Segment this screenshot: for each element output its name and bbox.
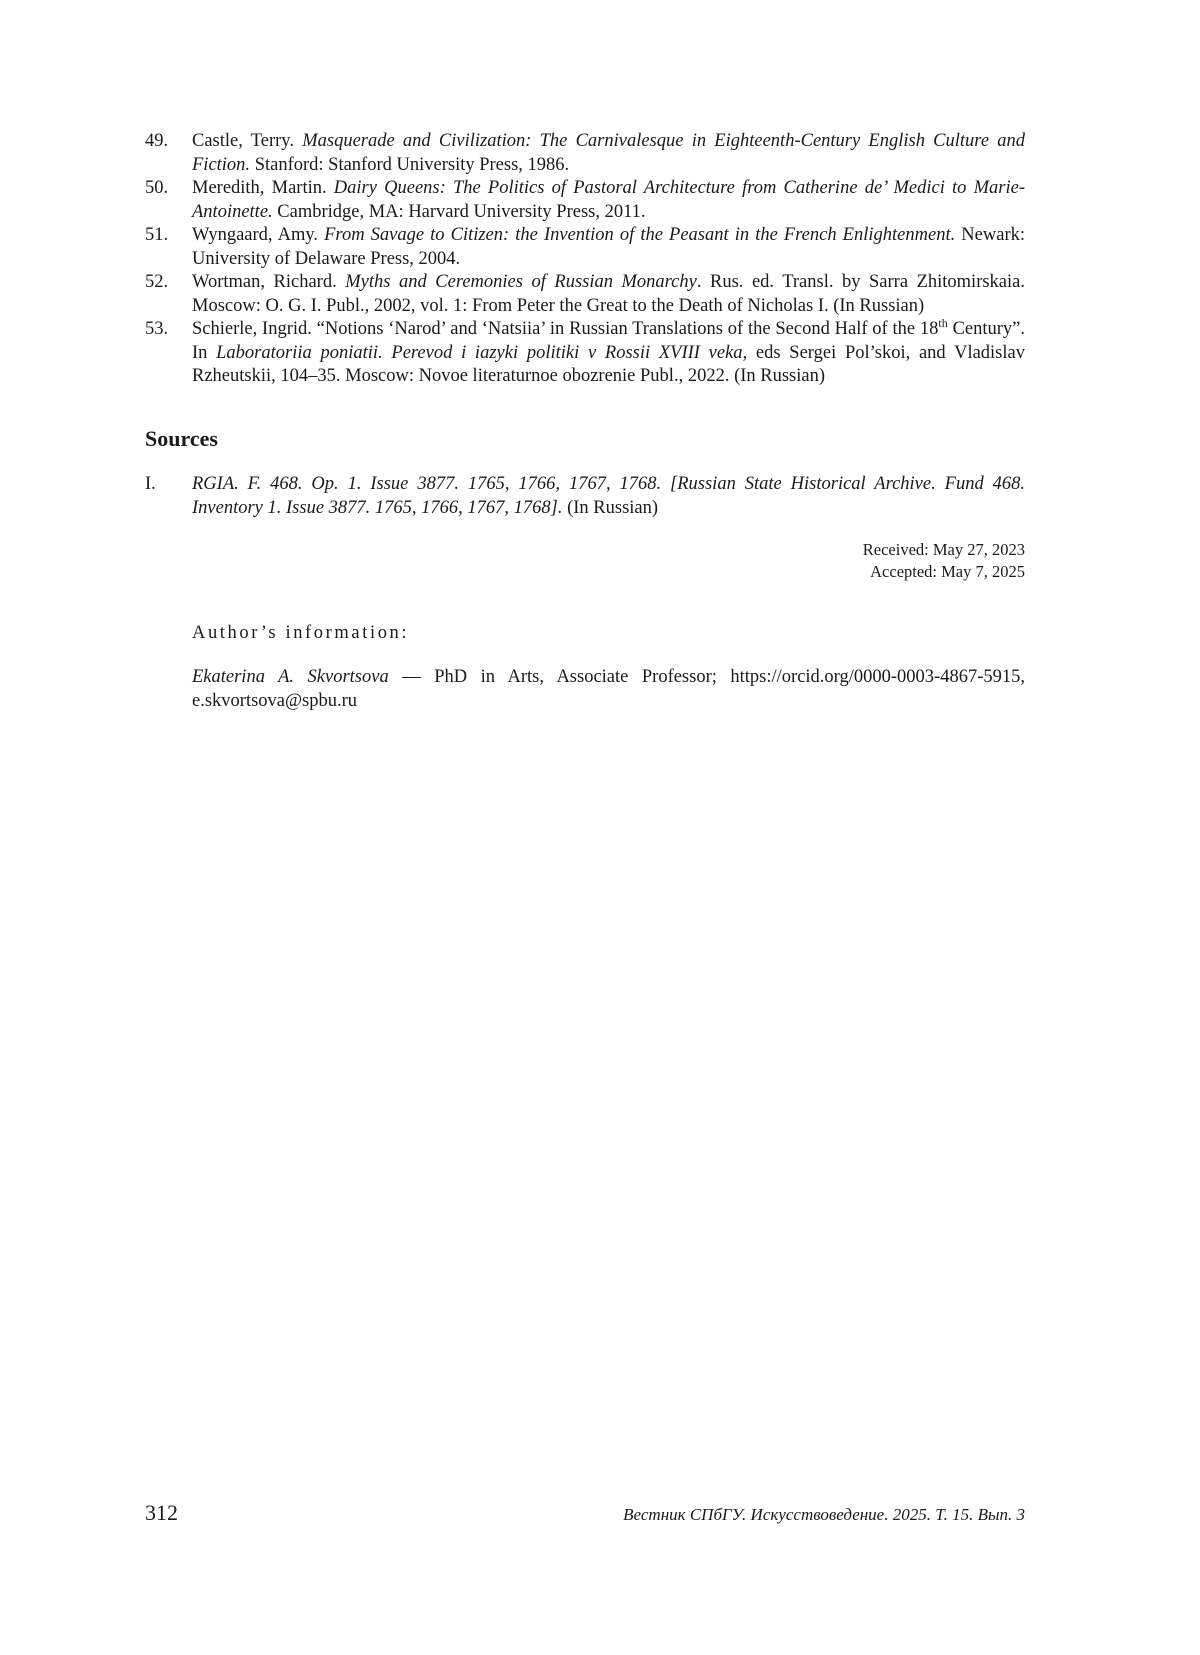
source-number: I. — [145, 474, 156, 494]
reference-text: Schierle, Ingrid. “Notions ‘Narod’ and ‘Natsiia’ in Russian Translations of the Second Half of the 18th Century”. In Laboratoriia poniatii. Perevod i iazyki politiki v Rossii XVIII veka, eds Sergei Pol’skoi, and Vladislav Rzheutskii, 104–35. Moscow: Novoe literaturnoe obozrenie Publ., 2022. (In Russian) — [192, 315, 1026, 386]
reference-item — [145, 130, 1025, 177]
reference-number: 49. — [145, 131, 169, 151]
reference-item — [145, 315, 1026, 389]
source-item — [145, 473, 1025, 520]
reference-item — [145, 177, 1025, 224]
author-info-heading: Author’s information: — [192, 623, 410, 643]
reference-title: Myths and Ceremonies of Russian Monarchy — [345, 272, 697, 292]
accepted-date: Accepted: May 7, 2025 — [870, 562, 1025, 581]
reference-list — [145, 130, 1025, 389]
reference-number: 50. — [145, 178, 169, 198]
author-name: Ekaterina A. Skvortsova — [192, 667, 389, 687]
reference-text: Castle, Terry. Masquerade and Civilization: The Carnivalesque in Eighteenth-Century English Culture and Fiction. Stanford: Stanford University Press, 1986. — [192, 131, 1025, 175]
reference-item — [145, 224, 1025, 271]
reference-number: 51. — [145, 225, 169, 245]
author-details: — PhD in Arts, Associate Professor; https://orcid.org/0000-0003-4867-5915, e.skvortsova@spbu.ru — [192, 667, 1025, 711]
received-date: Received: May 27, 2023 — [862, 540, 1025, 559]
reference-title: Masquerade and Civilization: The Carnivalesque in Eighteenth-Century English Culture and Fiction. — [192, 131, 1025, 175]
article-dates — [863, 539, 1025, 583]
reference-text: Wortman, Richard. Myths and Ceremonies of Russian Monarchy. Rus. ed. Transl. by Sarra Zhitomirskaia. Moscow: O. G. I. Publ., 2002, vol. 1: From Peter the Great to the Death of Nicholas I. (In Russian) — [192, 272, 1025, 316]
author-info — [192, 666, 1025, 713]
reference-title: Laboratoriia poniatii. Perevod i iazyki politiki v Rossii XVIII veka — [216, 342, 743, 363]
source-text: RGIA. F. 468. Op. 1. Issue 3877. 1765, 1766, 1767, 1768. [Russian State Historical Archive. Fund 468. Inventory 1. Issue 3877. 1765, 1766, 1767, 1768]. (In Russian) — [192, 474, 1025, 518]
reference-item — [145, 271, 1025, 318]
reference-text: Wyngaard, Amy. From Savage to Citizen: the Invention of the Peasant in the French Enlightenment. Newark: University of Delaware Press, 2004. — [192, 225, 1025, 269]
source-title: RGIA. F. 468. Op. 1. Issue 3877. 1765, 1766, 1767, 1768. [Russian State Historical Archive. Fund 468. Inventory 1. Issue 3877. 1765, 1766, 1767, 1768]. — [192, 474, 1025, 518]
reference-title: From Savage to Citizen: the Invention of the Peasant in the French Enlightenment. — [324, 225, 956, 245]
reference-number: 53. — [145, 319, 169, 339]
sources-heading: Sources — [145, 426, 218, 451]
sources-list — [145, 473, 1025, 520]
page-number: 312 — [145, 1500, 178, 1525]
reference-title: Dairy Queens: The Politics of Pastoral Architecture from Catherine de’ Medici to Marie-Antoinette. — [192, 178, 1025, 222]
reference-number: 52. — [145, 272, 169, 292]
journal-title: Вестник СПбГУ. Искусствоведение. 2025. Т. 15. Вып. 3 — [623, 1505, 1025, 1524]
reference-text: Meredith, Martin. Dairy Queens: The Politics of Pastoral Architecture from Catherine de’ Medici to Marie-Antoinette. Cambridge, MA: Harvard University Press, 2011. — [192, 178, 1025, 222]
